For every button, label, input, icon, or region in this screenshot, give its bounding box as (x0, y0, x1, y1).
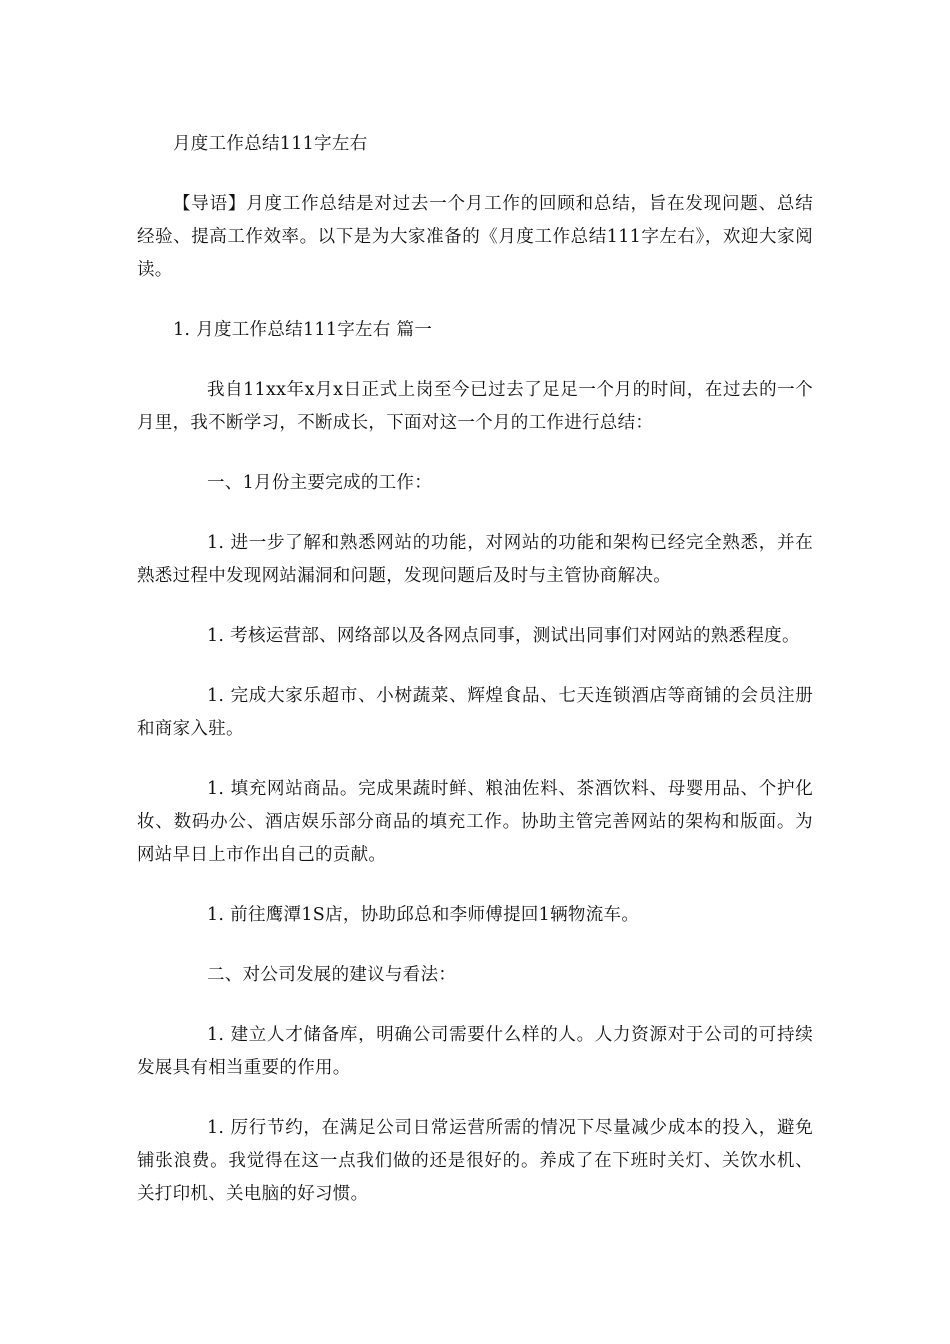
section-heading-2: 二、对公司发展的建议与看法： (207, 965, 457, 985)
list-item: 1. 完成大家乐超市、小树蔬菜、辉煌食品、七天连锁酒店等商铺的会员注册和商家入驻。 (137, 686, 813, 739)
opening-paragraph: 我自11xx年x月x日正式上岗至今已过去了足足一个月的时间，在过去的一个月里，我不断学习，不断成长，下面对这一个月的工作进行总结： (137, 380, 813, 433)
list-item: 1. 前往鹰潭1S店，协助邱总和李师傅提回1辆物流车。 (207, 905, 640, 925)
list-item: 1. 厉行节约，在满足公司日常运营所需的情况下尽量减少成本的投入，避免铺张浪费。我觉得在这一点我们做的还是很好的。养成了在下班时关灯、关饮水机、关打印机、关电脑的好习惯。 (137, 1118, 813, 1204)
list-item: 1. 填充网站商品。完成果蔬时鲜、粮油佐料、茶酒饮料、母婴用品、个护化妆、数码办公、酒店娱乐部分商品的填充工作。协助主管完善网站的架构和版面。为网站早日上市作出自己的贡献。 (137, 779, 813, 865)
document-body (137, 128, 813, 1238)
section-heading-1: 一、1月份主要完成的工作： (207, 473, 433, 493)
list-item: 1. 建立人才储备库，明确公司需要什么样的人。人力资源对于公司的可持续发展具有相当重要的作用。 (137, 1025, 813, 1078)
document-title: 月度工作总结111字左右 (173, 134, 368, 154)
part-heading: 1. 月度工作总结111字左右 篇一 (173, 320, 433, 340)
list-item: 1. 考核运营部、网络部以及各网点同事，测试出同事们对网站的熟悉程度。 (207, 626, 800, 646)
intro-paragraph: 【导语】月度工作总结是对过去一个月工作的回顾和总结，旨在发现问题、总结经验、提高工作效率。以下是为大家准备的《月度工作总结111字左右》，欢迎大家阅读。 (137, 194, 813, 280)
list-item: 1. 进一步了解和熟悉网站的功能，对网站的功能和架构已经完全熟悉，并在熟悉过程中发现网站漏洞和问题，发现问题后及时与主管协商解决。 (137, 533, 813, 586)
